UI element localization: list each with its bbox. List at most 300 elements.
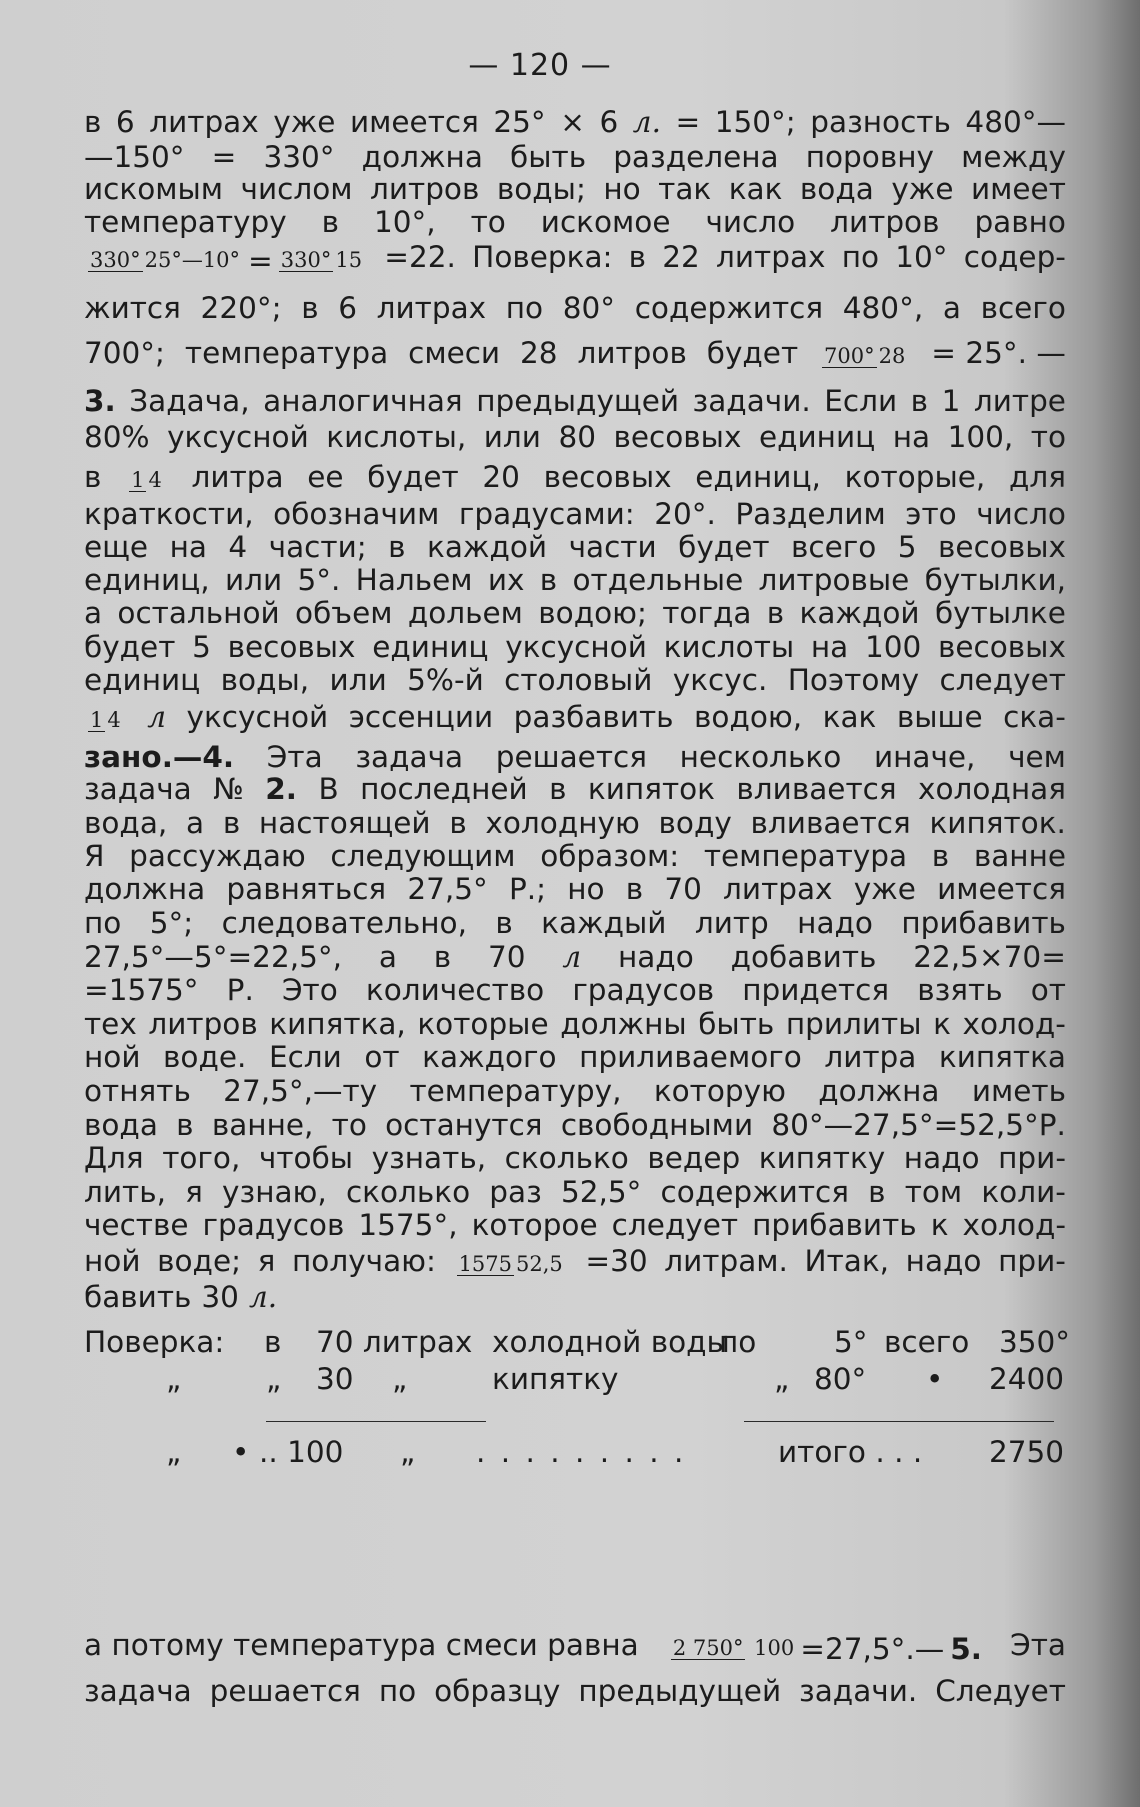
- text-line: [84, 806, 1066, 840]
- word: 6: [338, 291, 357, 325]
- word: литрах: [149, 105, 259, 139]
- word: кипятку: [758, 1141, 886, 1175]
- word: в: [321, 205, 339, 239]
- word: кипятка: [938, 1040, 1066, 1074]
- word: №: [213, 772, 244, 806]
- word: коли-: [981, 1175, 1066, 1209]
- problem-number: 5.: [950, 1631, 982, 1666]
- sum-rule-left: [266, 1421, 486, 1422]
- table-cell: 5°: [834, 1325, 868, 1359]
- text-line: [84, 1141, 1066, 1175]
- word: которую: [653, 1074, 786, 1108]
- word: задача: [355, 740, 464, 774]
- word: температура: [703, 839, 908, 873]
- word: 480°,: [842, 291, 924, 325]
- text-line: [84, 1674, 1066, 1708]
- word: в: [388, 530, 406, 564]
- text-line: [84, 1280, 1066, 1314]
- word: 150°;: [714, 105, 796, 139]
- word: будет: [84, 630, 176, 664]
- word: прилиты: [785, 1007, 922, 1041]
- word: Поверка:: [472, 240, 613, 274]
- word: я: [257, 1244, 276, 1278]
- word: следует: [611, 1208, 739, 1242]
- word: ной: [84, 1040, 141, 1074]
- text-line: [84, 700, 1066, 734]
- text-line: [84, 336, 1066, 370]
- word: литра: [191, 460, 284, 494]
- page-number: — 120 —: [468, 48, 612, 83]
- word: 28: [520, 336, 558, 370]
- word: кипятка,: [269, 1007, 406, 1041]
- word: отнять: [84, 1074, 191, 1108]
- word: их: [487, 563, 525, 597]
- word: 5°.: [297, 563, 341, 597]
- word: 3.: [84, 384, 116, 418]
- word: смеси: [408, 336, 501, 370]
- text-line: [84, 205, 1066, 239]
- word: вода,: [84, 806, 168, 840]
- word: имеется: [349, 105, 479, 139]
- word: Если: [824, 384, 898, 418]
- word: следовательно,: [221, 906, 467, 940]
- word: ванне,: [211, 1108, 314, 1142]
- word: каждой: [427, 530, 548, 564]
- word: 80°—27,5°=52,5°Р.: [771, 1108, 1066, 1142]
- word: вода: [799, 172, 874, 206]
- word: в: [625, 872, 644, 906]
- word: число: [705, 205, 796, 239]
- word: 480°—: [965, 105, 1066, 139]
- word: в: [84, 105, 102, 139]
- text-line: [84, 105, 1066, 139]
- word: весовых: [227, 630, 356, 664]
- word: быть: [510, 140, 587, 174]
- word: взять: [917, 973, 1003, 1007]
- word: 5: [897, 530, 917, 564]
- word: 25°: [493, 105, 546, 139]
- word: равно: [974, 205, 1066, 239]
- word: числом: [240, 172, 353, 206]
- word: равняться: [226, 872, 387, 906]
- text-line: [84, 740, 1066, 774]
- word: 20°.: [654, 497, 716, 531]
- word: температура: [184, 336, 389, 370]
- word: между: [961, 140, 1066, 174]
- word: воды,: [220, 663, 310, 697]
- word: сколько: [504, 1141, 629, 1175]
- word: Поэтому: [787, 663, 920, 697]
- word: или: [483, 420, 541, 454]
- word: чтобы: [258, 1141, 354, 1175]
- word: задачи.: [799, 1674, 918, 1708]
- text-line: [84, 906, 1066, 940]
- word: искомым: [84, 172, 224, 206]
- word: ска-: [1003, 700, 1066, 734]
- word: кипяток: [587, 772, 715, 806]
- word: 20: [482, 460, 520, 494]
- word: а: [84, 596, 103, 630]
- table-cell: 350°: [999, 1325, 1071, 1359]
- word: иначе,: [873, 740, 976, 774]
- word: дольем: [407, 596, 523, 630]
- word: 80%: [84, 420, 150, 454]
- word: вода: [84, 1108, 158, 1142]
- word: надо: [905, 1244, 982, 1278]
- text-line: [84, 460, 1066, 494]
- word: Эта: [266, 740, 323, 774]
- fraction: 1 4: [131, 468, 162, 492]
- word: весовых: [543, 460, 672, 494]
- word: 100,: [947, 420, 1014, 454]
- word: должна: [818, 1074, 940, 1108]
- word: того,: [162, 1141, 241, 1175]
- word: 6: [115, 105, 135, 139]
- word: в: [766, 596, 785, 630]
- word: прибавить: [752, 1208, 917, 1242]
- table-cell: 30: [316, 1362, 354, 1396]
- word: 10°: [895, 240, 948, 274]
- table-cell: •: [232, 1435, 250, 1469]
- word: иметь: [971, 1074, 1066, 1108]
- word: градусами:: [458, 497, 635, 531]
- word: то: [331, 1108, 367, 1142]
- table-cell: 80°: [814, 1362, 867, 1396]
- text-line: [84, 663, 1066, 697]
- word: раз: [489, 1175, 542, 1209]
- word: быть: [698, 1007, 775, 1041]
- word: 700°;: [84, 336, 165, 370]
- word: аналогичная: [263, 384, 463, 418]
- word: задача: [84, 772, 192, 806]
- word: 2.: [265, 772, 298, 806]
- word: то: [1030, 420, 1066, 454]
- word: содержится: [634, 291, 824, 325]
- word: ее: [307, 460, 344, 494]
- word: 80°: [562, 291, 616, 325]
- word: в: [449, 806, 467, 840]
- word: объем: [295, 596, 393, 630]
- word: 70: [664, 872, 702, 906]
- text-line: [84, 497, 1066, 531]
- word: имеет: [970, 172, 1066, 206]
- word: количество: [365, 973, 545, 1007]
- word: =30: [585, 1244, 648, 1278]
- word: уксусной: [186, 700, 329, 734]
- word: прибавить: [901, 906, 1066, 940]
- word: температуру,: [409, 1074, 622, 1108]
- word: жится: [84, 291, 181, 325]
- word: ×: [560, 105, 585, 139]
- text-line: 330° 25°—10° = 330° 15 =22. Поверка: в 22 литрах по 10° содер-: [90, 240, 1066, 278]
- word: 5%-й: [407, 663, 484, 697]
- word: еще: [84, 530, 149, 564]
- fraction: 2 750° 100: [672, 1636, 795, 1660]
- word: столовый: [504, 663, 653, 697]
- word: весовых: [613, 420, 742, 454]
- word: 70: [487, 940, 526, 974]
- word: кислоты: [663, 630, 795, 664]
- word: 80: [558, 420, 596, 454]
- word: в: [910, 384, 929, 418]
- word: бутылки,: [924, 563, 1066, 597]
- word: рассуждаю: [129, 839, 306, 873]
- text-line: [84, 1108, 1066, 1142]
- word: 1: [941, 384, 961, 418]
- word: как: [822, 700, 877, 734]
- word: а: [378, 940, 397, 974]
- word: а: [186, 806, 205, 840]
- word: весовых: [938, 530, 1066, 564]
- word: ведер: [647, 1141, 741, 1175]
- word: литрах: [376, 291, 487, 325]
- word: =: [675, 105, 701, 139]
- word: воде;: [157, 1244, 242, 1278]
- word: Итак,: [804, 1244, 890, 1278]
- word: всего: [980, 291, 1066, 325]
- text-line: [84, 172, 1066, 206]
- fraction: 700° 28: [824, 344, 906, 368]
- word: будет: [367, 460, 459, 494]
- word: Задача,: [129, 384, 250, 418]
- word: единиц: [84, 663, 201, 697]
- word: литрах: [723, 872, 833, 906]
- word: 52,5°: [560, 1175, 642, 1209]
- word: уже: [891, 172, 954, 206]
- word: добавить: [730, 940, 877, 974]
- table-cell: 70 литрах: [316, 1325, 473, 1359]
- text-line: [84, 839, 1066, 873]
- word: решается: [495, 740, 647, 774]
- word: 6: [599, 105, 619, 139]
- table-cell: в: [264, 1325, 282, 1359]
- word: к: [933, 1007, 951, 1041]
- word: предыдущей: [578, 1674, 782, 1708]
- word: в: [549, 772, 567, 806]
- text-line: [84, 140, 1066, 174]
- word: Разделим: [735, 497, 886, 531]
- word: бутылке: [934, 596, 1066, 630]
- word: на: [810, 630, 849, 664]
- word: единиц: [372, 630, 489, 664]
- word: должна: [84, 872, 206, 906]
- text-line: [84, 1244, 1066, 1278]
- word: уксусной: [505, 630, 647, 664]
- text-line: [84, 530, 1066, 564]
- word: надо: [903, 1141, 980, 1175]
- word: воду: [658, 806, 732, 840]
- word: всего: [791, 530, 877, 564]
- word: холод-: [962, 1208, 1066, 1242]
- text-line: [84, 1175, 1066, 1209]
- word: литр: [694, 906, 769, 940]
- word: уже: [853, 872, 916, 906]
- word: в: [495, 906, 513, 940]
- word: кислоты,: [326, 420, 467, 454]
- table-cell: 2750: [989, 1435, 1065, 1469]
- text-line: [84, 1007, 1066, 1041]
- word: придется: [742, 973, 890, 1007]
- word: ной: [84, 1244, 141, 1278]
- word: разность: [810, 105, 951, 139]
- table-cell: итого . . .: [778, 1435, 923, 1469]
- word: число: [976, 497, 1066, 531]
- word: это: [905, 497, 957, 531]
- table-cell: по: [719, 1325, 757, 1359]
- word: Для: [84, 1141, 144, 1175]
- word: честве: [84, 1208, 189, 1242]
- word: в: [628, 240, 647, 274]
- word: эссенции: [348, 700, 494, 734]
- word: 22,5×70=: [913, 940, 1066, 974]
- text-line: [84, 384, 1066, 418]
- word: приливаемого: [579, 1040, 802, 1074]
- text-line: [84, 291, 1066, 325]
- word: литров: [369, 172, 480, 206]
- word: получаю:: [292, 1244, 436, 1278]
- text-run: а потому температура смеси равна: [84, 1628, 639, 1662]
- word: разбавить: [513, 700, 674, 734]
- word: градусов: [202, 1208, 345, 1242]
- word: которые,: [844, 460, 986, 494]
- word: 27,5°—5°=22,5°,: [84, 940, 342, 974]
- table-cell: „: [392, 1362, 408, 1396]
- word: Если: [268, 1040, 342, 1074]
- word: 27,5°,—ту: [223, 1074, 378, 1108]
- word: в: [176, 1108, 194, 1142]
- table-cell: „: [166, 1362, 182, 1396]
- word: уже: [273, 105, 336, 139]
- table-cell: „: [774, 1362, 790, 1396]
- word: содержится: [660, 1175, 849, 1209]
- table-cell: Поверка:: [84, 1325, 225, 1359]
- word: или: [224, 563, 283, 597]
- check-row-3: [84, 1435, 1064, 1475]
- word: по: [841, 240, 880, 274]
- word: Это: [281, 973, 338, 1007]
- word: литре: [973, 384, 1066, 418]
- word: 100: [864, 630, 922, 664]
- word: задача: [84, 1674, 192, 1708]
- text-line: [84, 420, 1066, 454]
- table-cell: .. 100: [259, 1435, 344, 1469]
- word: должны: [560, 1007, 687, 1041]
- word: на: [892, 420, 931, 454]
- word: которые: [417, 1007, 549, 1041]
- word: водою;: [538, 596, 647, 630]
- word: л.: [248, 1280, 278, 1314]
- word: имеется: [937, 872, 1066, 906]
- word: литров: [577, 336, 687, 370]
- word: которое: [471, 1208, 598, 1242]
- word: уксусной: [167, 420, 309, 454]
- word: Р.: [226, 973, 254, 1007]
- word: образцу: [434, 1674, 561, 1708]
- word: 27,5°: [407, 872, 488, 906]
- text-line: [84, 1074, 1066, 1108]
- word: выше: [896, 700, 983, 734]
- word: литровые: [758, 563, 910, 597]
- word: краткости,: [84, 497, 254, 531]
- word: 30: [201, 1280, 239, 1314]
- word: 1575°,: [358, 1208, 458, 1242]
- word: бавить: [84, 1280, 192, 1314]
- word: л: [562, 940, 582, 974]
- table-cell: кипятку: [492, 1362, 619, 1396]
- word: в: [931, 839, 950, 873]
- table-cell: •: [926, 1362, 944, 1396]
- word: температуру: [84, 205, 287, 239]
- text-line: [84, 940, 1066, 974]
- word: в: [301, 291, 319, 325]
- word: воды;: [496, 172, 586, 206]
- word: обозначим: [273, 497, 440, 531]
- word: литров: [148, 1007, 258, 1041]
- word: по: [84, 906, 122, 940]
- word: при-: [998, 1141, 1066, 1175]
- word: по: [505, 291, 544, 325]
- word: настоящей: [258, 806, 431, 840]
- word: =22.: [384, 240, 456, 274]
- text-line: [84, 973, 1066, 1007]
- word: будет: [706, 336, 799, 370]
- word: части;: [268, 530, 367, 564]
- word: том: [904, 1175, 963, 1209]
- word: градусов: [572, 973, 715, 1007]
- word: л: [147, 700, 167, 734]
- word: Нальем: [355, 563, 473, 597]
- word: тогда: [662, 596, 752, 630]
- word: надо: [797, 906, 873, 940]
- word: в: [539, 563, 558, 597]
- word: надо: [617, 940, 694, 974]
- word: л.: [632, 105, 661, 139]
- sum-rule-right: [744, 1421, 1054, 1422]
- text-line: [84, 630, 1066, 664]
- word: Р.;: [508, 872, 547, 906]
- word: чем: [1008, 740, 1066, 774]
- word: литров: [830, 205, 940, 239]
- word: литрах: [716, 240, 826, 274]
- word: 22: [662, 240, 700, 274]
- table-cell: всего: [884, 1325, 970, 1359]
- word: кипяток.: [929, 806, 1066, 840]
- word: а: [942, 291, 961, 325]
- text-line: [84, 1208, 1066, 1242]
- word: образом:: [540, 839, 680, 873]
- word: холодная: [918, 772, 1066, 806]
- word: водою,: [694, 700, 803, 734]
- word: 220°;: [200, 291, 282, 325]
- word: =: [211, 140, 237, 174]
- word: 10°,: [373, 205, 436, 239]
- word: В: [318, 772, 339, 806]
- word: 5: [192, 630, 211, 664]
- word: но: [567, 872, 605, 906]
- text-line: [84, 1628, 1066, 1666]
- word: но: [603, 172, 641, 206]
- table-cell: „: [266, 1362, 282, 1396]
- word: поровну: [805, 140, 934, 174]
- word: 330°: [263, 140, 335, 174]
- word: 5°;: [149, 906, 194, 940]
- word: =1575°: [84, 973, 199, 1007]
- word: отдельные: [572, 563, 744, 597]
- word: воде.: [163, 1040, 247, 1074]
- text-run: = 25°. —: [931, 336, 1066, 370]
- word: Следует: [935, 1674, 1066, 1708]
- word: единиц,: [695, 460, 821, 494]
